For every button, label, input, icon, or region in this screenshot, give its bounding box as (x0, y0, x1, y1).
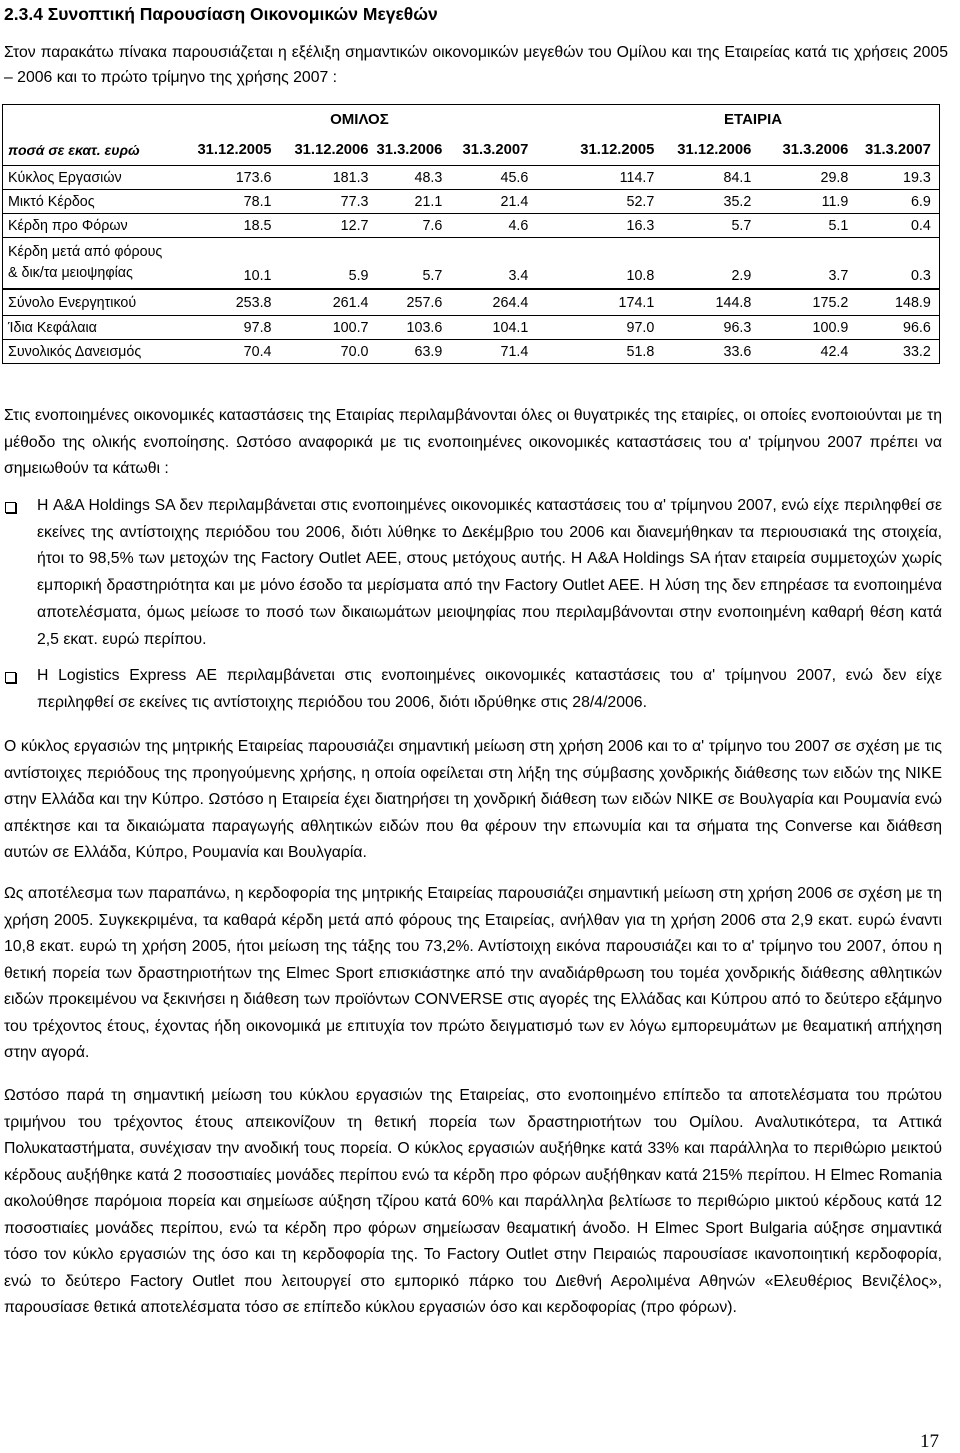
page-number: 17 (920, 1431, 939, 1452)
row-label: Κέρδη μετά από φόρους & δικ/τα μειοψηφίας (3, 238, 183, 290)
table-cell: 42.4 (759, 340, 856, 364)
table-cell: 96.3 (662, 316, 759, 340)
date-header: 31.3.2007 (856, 134, 939, 166)
table-cell: 96.6 (856, 316, 939, 340)
table-cell: 19.3 (856, 166, 939, 190)
table-cell: 51.8 (567, 340, 662, 364)
table-cell: 45.6 (450, 166, 536, 190)
table-cell: 70.0 (280, 340, 377, 364)
date-header: 31.12.2006 (280, 134, 377, 166)
intro-paragraph: Στον παρακάτω πίνακα παρουσιάζεται η εξέλιξη σημαντικών οικονομικών μεγεθών του Ομίλου και της Εταιρείας κατά τις χρήσεις 2005 – 2006 και το πρώτο τρίμηνο της χρήσης 2007 : (4, 44, 948, 86)
table-cell: 48.3 (377, 166, 451, 190)
table-cell: 11.9 (759, 190, 856, 214)
table-cell: 103.6 (377, 316, 451, 340)
consolidation-paragraph: Στις ενοποιημένες οικονομικές καταστάσεις της Εταιρίας περιλαμβάνονται όλες οι θυγατρικές της εταιρίες, οι οποίες ενοποιούνται με τη μέθοδο της ολικής ενοποίησης. Ωστόσο αναφορικά με τις ενοποιημένες οικονομικές καταστάσεις του α' τρίμηνου 2007 πρέπει να σημειωθούν τα κάτωθι : (4, 407, 942, 477)
table-cell: 3.4 (450, 238, 536, 290)
table-cell: 174.1 (567, 289, 662, 316)
group-header-omilos: ΟΜΙΛΟΣ (183, 105, 537, 135)
section-heading: 2.3.4 Συνοπτική Παρουσίαση Οικονομικών Μεγεθών (4, 4, 438, 24)
table-cell: 7.6 (422, 217, 443, 234)
table-cell: 3.7 (759, 238, 856, 290)
list-item: Η Logistics Express ΑΕ περιλαμβάνεται στις ενοποιημένες οικονομικές καταστάσεις του α' τρίμηνου 2007, ενώ δεν είχε περιληφθεί σε εκείνες τις αντίστοιχης περιόδου του 2006, διότι ιδρύθηκε στις 28/4/2006. (4, 663, 942, 716)
table-cell: 4.6 (508, 217, 529, 234)
table-cell: 70.4 (183, 340, 280, 364)
group-results-paragraph: Ωστόσο παρά τη σημαντική μείωση του κύκλου εργασιών της Εταιρείας, στο ενοποιημένο επίπεδο τα αποτελέσματα του πρώτου τριμήνου του τρέχοντος έτους απεικονίζουν τη θετική πορεία των δραστηριοτήτων του Ομίλου. Αναλυτικότερα, τα Αττικά Πολυκαταστήματα, συνέχισαν την ανοδική τους πορεία. Ο κύκλος εργασιών αυξήθηκε κατά 33% και παράλληλα το περιθώριο μεικτού κέρδους αυξήθηκε κατά 2 ποσοστιαίες μονάδες περίπου ενώ τα κέρδη προ φόρων αυξήθηκαν κατά 215% περίπου. Η Elmec Romania ακολούθησε παρόμοια πορεία και σημείωσε αύξηση τζίρου κατά 60% και παράλληλα βελτίωσε το περιθώριο μικτού κέρδους κατά 12 ποσοστιαίες μονάδες περίπου, ενώ τα κέρδη προ φόρων σημείωσαν θεαματική άνοδο. Η Elmec Sport Bulgaria αύξησε σημαντικά τόσο τον κύκλο εργασιών της όσο και τη κερδοφορία της. Το Factory Outlet στην Πειραιώς παρουσίασε ικανοποιητική κερδοφορία, ενώ το δεύτερο Factory Outlet που λειτουργεί στο εμπορικό πάρκο του Διεθνή Αερολιμένα Αθηνών «Ελευθέριος Βενιζέλος», παρουσίασε θετικά αποτελέσματα τόσο σε επίπεδο κύκλου εργασιών όσο και κερδοφορίας (προ φόρων). (4, 1087, 942, 1316)
table-cell: 77.3 (280, 190, 377, 214)
table-cell: 71.4 (450, 340, 536, 364)
table-cell: 10.8 (567, 238, 662, 290)
table-cell: 5.9 (280, 238, 377, 290)
table-row (3, 289, 940, 316)
table-cell: 18.5 (243, 217, 272, 234)
table-cell: 6.9 (856, 190, 939, 214)
checkbox-bullet-icon (5, 672, 16, 683)
table-cell: 264.4 (450, 289, 536, 316)
table-row (3, 316, 940, 340)
table-cell: 173.6 (183, 166, 280, 190)
table-row (3, 238, 940, 290)
row-label: Σύνολο Ενεργητικού (3, 289, 183, 316)
table-cell: 148.9 (856, 289, 939, 316)
table-row (3, 214, 940, 238)
table-cell: 104.1 (450, 316, 536, 340)
row-label: Κύκλος Εργασιών (3, 166, 183, 190)
table-cell: 5.7 (377, 238, 451, 290)
date-header: 31.12.2006 (662, 134, 759, 166)
table-cell: 5.7 (731, 217, 752, 234)
table-cell: 0.3 (856, 238, 939, 290)
turnover-paragraph: Ο κύκλος εργασιών της μητρικής Εταιρείας παρουσιάζει σημαντική μείωση στη χρήση 2006 και το α' τρίμηνο του 2007 σε σχέση με τις αντίστοιχες περιόδους της προηγούμενης χρήσης, η οποία οφείλεται στη λήξη της σύμβασης χονδρικής διάθεσης των ειδών της ΝΙΚΕ στην Ελλάδα και την Κύπρο. Ωστόσο η Εταιρεία έχει διατηρήσει τη χονδρική διάθεση των ειδών ΝΙΚΕ σε Βουλγαρία και Ρουμανία ενώ απέκτησε και τα δικαιώματα παραγωγής αθλητικών ειδών που θα φέρουν την επωνυμία και τα σήματα της Converse και διάθεση αυτών σε Ελλάδα, Κύπρο, Ρουμανία και Βουλγαρία. (4, 738, 942, 861)
date-header: 31.3.2006 (759, 134, 856, 166)
profitability-paragraph: Ως αποτέλεσμα των παραπάνω, η κερδοφορία της μητρικής Εταιρείας παρουσιάζει σημαντική μείωση στη χρήση 2006 σε σχέση με τη χρήση 2005. Συγκεκριμένα, τα καθαρά κέρδη μετά από φόρους της Εταιρείας, ανήλθαν για τη χρήση 2006 στα 2,9 εκατ. ευρώ έναντι 10,8 εκατ. ευρώ τη χρήση 2005, ήτοι μείωση της τάξης του 73,2%. Αντίστοιχη εικόνα παρουσιάζει και το α' τρίμηνο του 2007, όπου η θετική πορεία των δραστηριοτήτων της Elmec Sport επισκιάστηκε από την αναδιάρθρωση του τομέα χονδρικής διάθεσης αθλητικών ειδών προκειμένου να ξεκινήσει η διάθεση των προϊόντων CONVERSE στις αγορές της Ελλάδας και Κύπρου από το δεύτερο εξάμηνο του τρέχοντος έτους, έχοντας ήδη οικονομικά με επιτυχία τον πρώτο δειγματισμό των εν λόγω εμπορευμάτων με θεαματική απήχηση στην αγορά. (4, 885, 942, 1061)
unit-label: ποσά σε εκατ. ευρώ (3, 134, 183, 166)
table-cell: 261.4 (280, 289, 377, 316)
table-cell: 63.9 (377, 340, 451, 364)
table-cell: 175.2 (759, 289, 856, 316)
date-header: 31.3.2006 (377, 134, 451, 166)
date-header: 31.12.2005 (567, 134, 662, 166)
checkbox-bullet-icon (5, 502, 16, 513)
row-label: Συνολικός Δανεισμός (3, 340, 183, 364)
table-cell: 35.2 (662, 190, 759, 214)
table-cell: 21.1 (377, 190, 451, 214)
table-cell: 52.7 (567, 190, 662, 214)
table-row (3, 340, 940, 364)
date-header: 31.3.2007 (450, 134, 536, 166)
table-row (3, 166, 940, 190)
table-row (3, 190, 940, 214)
table-cell: 97.0 (567, 316, 662, 340)
table-cell: 33.6 (662, 340, 759, 364)
row-label: Μικτό Κέρδος (3, 190, 183, 214)
row-label: Ίδια Κεφάλαια (3, 316, 183, 340)
table-cell: 97.8 (183, 316, 280, 340)
table-cell: 12.7 (340, 217, 369, 234)
table-cell: 2.9 (662, 238, 759, 290)
table-cell: 257.6 (377, 289, 451, 316)
group-header-etairia: ΕΤΑΙΡΙΑ (567, 105, 939, 135)
table-cell: 21.4 (450, 190, 536, 214)
table-cell: 10.1 (183, 238, 280, 290)
table-cell: 253.8 (183, 289, 280, 316)
financial-summary-table (2, 104, 940, 364)
table-cell: 29.8 (759, 166, 856, 190)
table-cell: 114.7 (567, 166, 662, 190)
notes-list (4, 493, 942, 717)
table-cell: 144.8 (662, 289, 759, 316)
table-cell: 84.1 (662, 166, 759, 190)
table-cell: 0.4 (856, 214, 939, 238)
table-cell: 33.2 (856, 340, 939, 364)
table-cell: 5.1 (828, 217, 849, 234)
table-cell: 16.3 (626, 217, 655, 234)
date-header: 31.12.2005 (183, 134, 280, 166)
table-cell: 78.1 (183, 190, 280, 214)
table-cell: 100.9 (759, 316, 856, 340)
table-cell: 100.7 (280, 316, 377, 340)
list-item: Η A&A Holdings SA δεν περιλαμβάνεται στις ενοποιημένες οικονομικές καταστάσεις του α' τρίμηνου 2007, ενώ είχε περιληφθεί σε εκείνες της αντίστοιχης περιόδου του 2006, διότι λύθηκε το Δεκέμβριο του 2006 και διανεμήθηκαν τα περιουσιακά της στοιχεία, ήτοι το 98,5% των μετοχών της Factory Outlet ΑΕΕ, στους μετόχους αυτής. Η A&A Holdings SA ήταν εταιρεία συμμετοχών χωρίς εμπορική δραστηριότητα και με μόνο έσοδο τα μερίσματα από την Factory Outlet AEE. Η λύση της δεν επηρέασε τα ενοποιημένα αποτελέσματα, όμως μείωσε το ποσό των δικαιωμάτων μειοψηφίας που περιλαμβάνονται στην ενοποιημένη καθαρή θέση κατά 2,5 εκατ. ευρώ περίπου. (4, 493, 942, 653)
table-cell: 181.3 (280, 166, 377, 190)
row-label: Κέρδη προ Φόρων (3, 214, 183, 238)
